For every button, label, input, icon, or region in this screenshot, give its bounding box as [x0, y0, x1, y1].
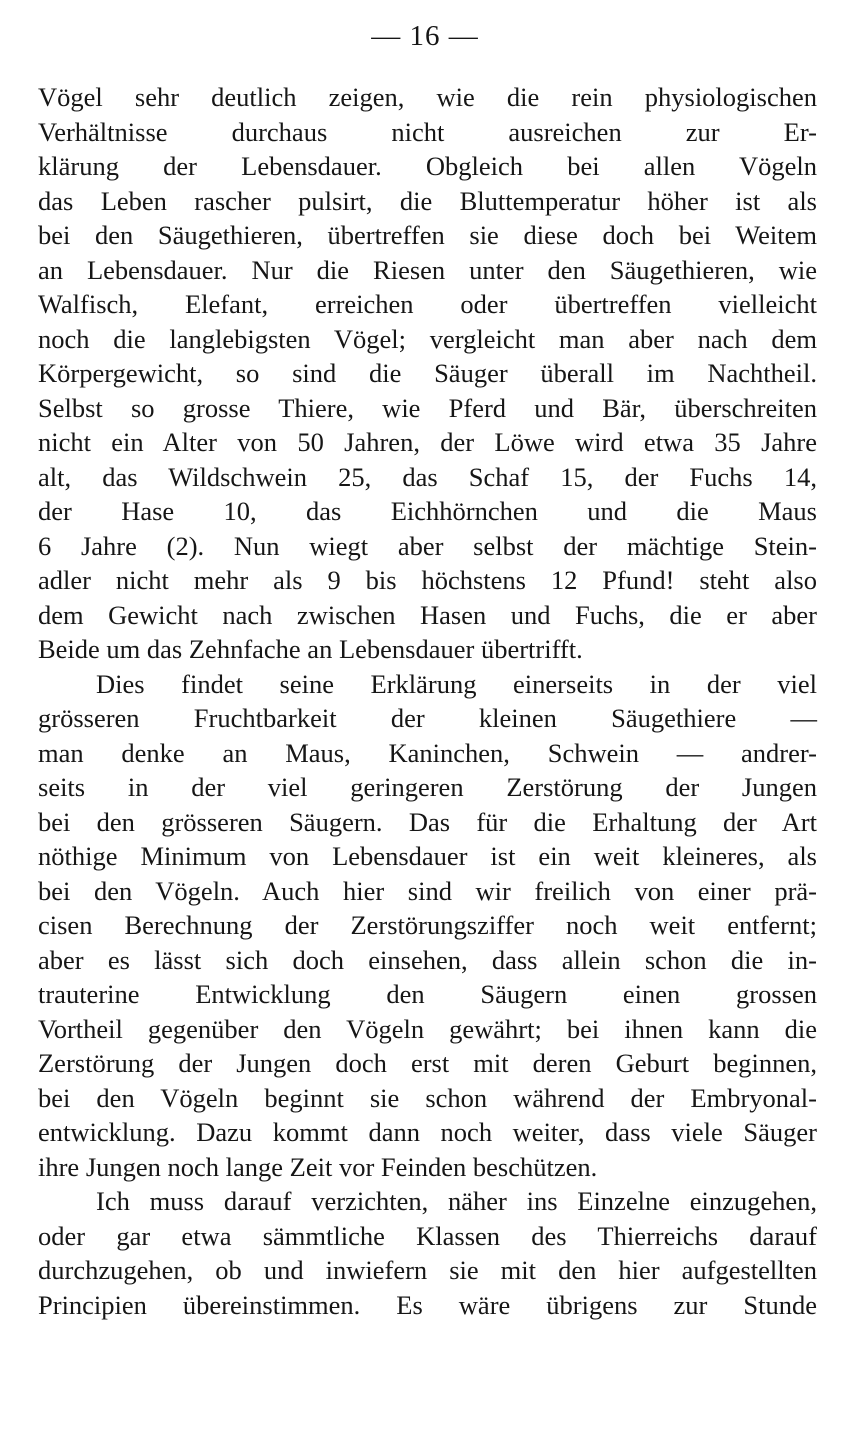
text-line-33: Ich muss darauf verzichten, näher ins Einzelne einzugehen,: [96, 1186, 817, 1216]
text-line-22: bei den grösseren Säugern. Das für die Erhaltung der Art: [38, 806, 817, 837]
text-line-15: adler nicht mehr als 9 bis höchstens 12 Pfund! steht also: [38, 565, 817, 595]
text-line-20: man denke an Maus, Kaninchen, Schwein — andrer-: [38, 737, 817, 768]
text-line-36: Principien übereinstimmen. Es wäre übrigens zur Stunde: [38, 1289, 817, 1320]
text-line-3: klärung der Lebensdauer. Obgleich bei allen Vögeln: [38, 151, 817, 181]
text-line-9: Körpergewicht, so sind die Säuger überall im Nachtheil.: [38, 358, 817, 388]
text-line-5: bei den Säugethieren, übertreffen sie diese doch bei Weitem: [38, 220, 817, 250]
text-line-13: der Hase 10, das Eichhörnchen und die Maus: [38, 496, 817, 526]
text-line-17: Beide um das Zehnfache an Lebensdauer übertrifft.: [38, 634, 583, 664]
text-line-18: Dies findet seine Erklärung einerseits in der viel: [96, 668, 817, 699]
text-line-2: Verhältnisse durchaus nicht ausreichen zur Er-: [38, 116, 817, 147]
text-line-32: ihre Jungen noch lange Zeit vor Feinden beschützen.: [38, 1151, 598, 1182]
text-line-14: 6 Jahre (2). Nun wiegt aber selbst der mächtige Stein-: [38, 530, 817, 561]
text-line-11: nicht ein Alter von 50 Jahren, der Löwe wird etwa 35 Jahre: [38, 427, 817, 457]
text-line-31: entwicklung. Dazu kommt dann noch weiter, dass viele Säuger: [38, 1117, 817, 1147]
text-line-35: durchzugehen, ob und inwiefern sie mit den hier aufgestellten: [38, 1255, 817, 1285]
text-line-8: noch die langlebigsten Vögel; vergleicht man aber nach dem: [38, 323, 817, 354]
text-line-19: grösseren Fruchtbarkeit der kleinen Säugethiere —: [38, 703, 817, 733]
text-line-6: an Lebensdauer. Nur die Riesen unter den Säugethieren, wie: [38, 254, 817, 285]
text-line-16: dem Gewicht nach zwischen Hasen und Fuchs, die er aber: [38, 599, 817, 630]
text-line-10: Selbst so grosse Thiere, wie Pferd und Bär, überschreiten: [38, 392, 817, 423]
text-line-27: trauterine Entwicklung den Säugern einen grossen: [38, 979, 817, 1009]
text-line-23: nöthige Minimum von Lebensdauer ist ein weit kleineres, als: [38, 841, 817, 871]
text-line-4: das Leben rascher pulsirt, die Bluttemperatur höher ist als: [38, 185, 817, 216]
text-line-30: bei den Vögeln beginnt sie schon während der Embryonal-: [38, 1082, 817, 1113]
text-line-26: aber es lässt sich doch einsehen, dass allein schon die in-: [38, 944, 817, 975]
body-text: [38, 80, 817, 1322]
page-number: — 16 —: [371, 20, 479, 52]
text-line-24: bei den Vögeln. Auch hier sind wir freilich von einer prä-: [38, 875, 817, 906]
text-line-25: cisen Berechnung der Zerstörungsziffer noch weit entfernt;: [38, 910, 817, 940]
text-line-7: Walfisch, Elefant, erreichen oder übertreffen vielleicht: [38, 289, 817, 319]
text-line-1: Vögel sehr deutlich zeigen, wie die rein physiologischen: [38, 82, 817, 112]
text-line-21: seits in der viel geringeren Zerstörung der Jungen: [38, 772, 817, 802]
text-line-28: Vortheil gegenüber den Vögeln gewährt; bei ihnen kann die: [38, 1013, 817, 1044]
text-line-12: alt, das Wildschwein 25, das Schaf 15, der Fuchs 14,: [38, 461, 817, 492]
text-line-34: oder gar etwa sämmtliche Klassen des Thierreichs darauf: [38, 1220, 817, 1251]
text-line-29: Zerstörung der Jungen doch erst mit deren Geburt beginnen,: [38, 1048, 817, 1078]
